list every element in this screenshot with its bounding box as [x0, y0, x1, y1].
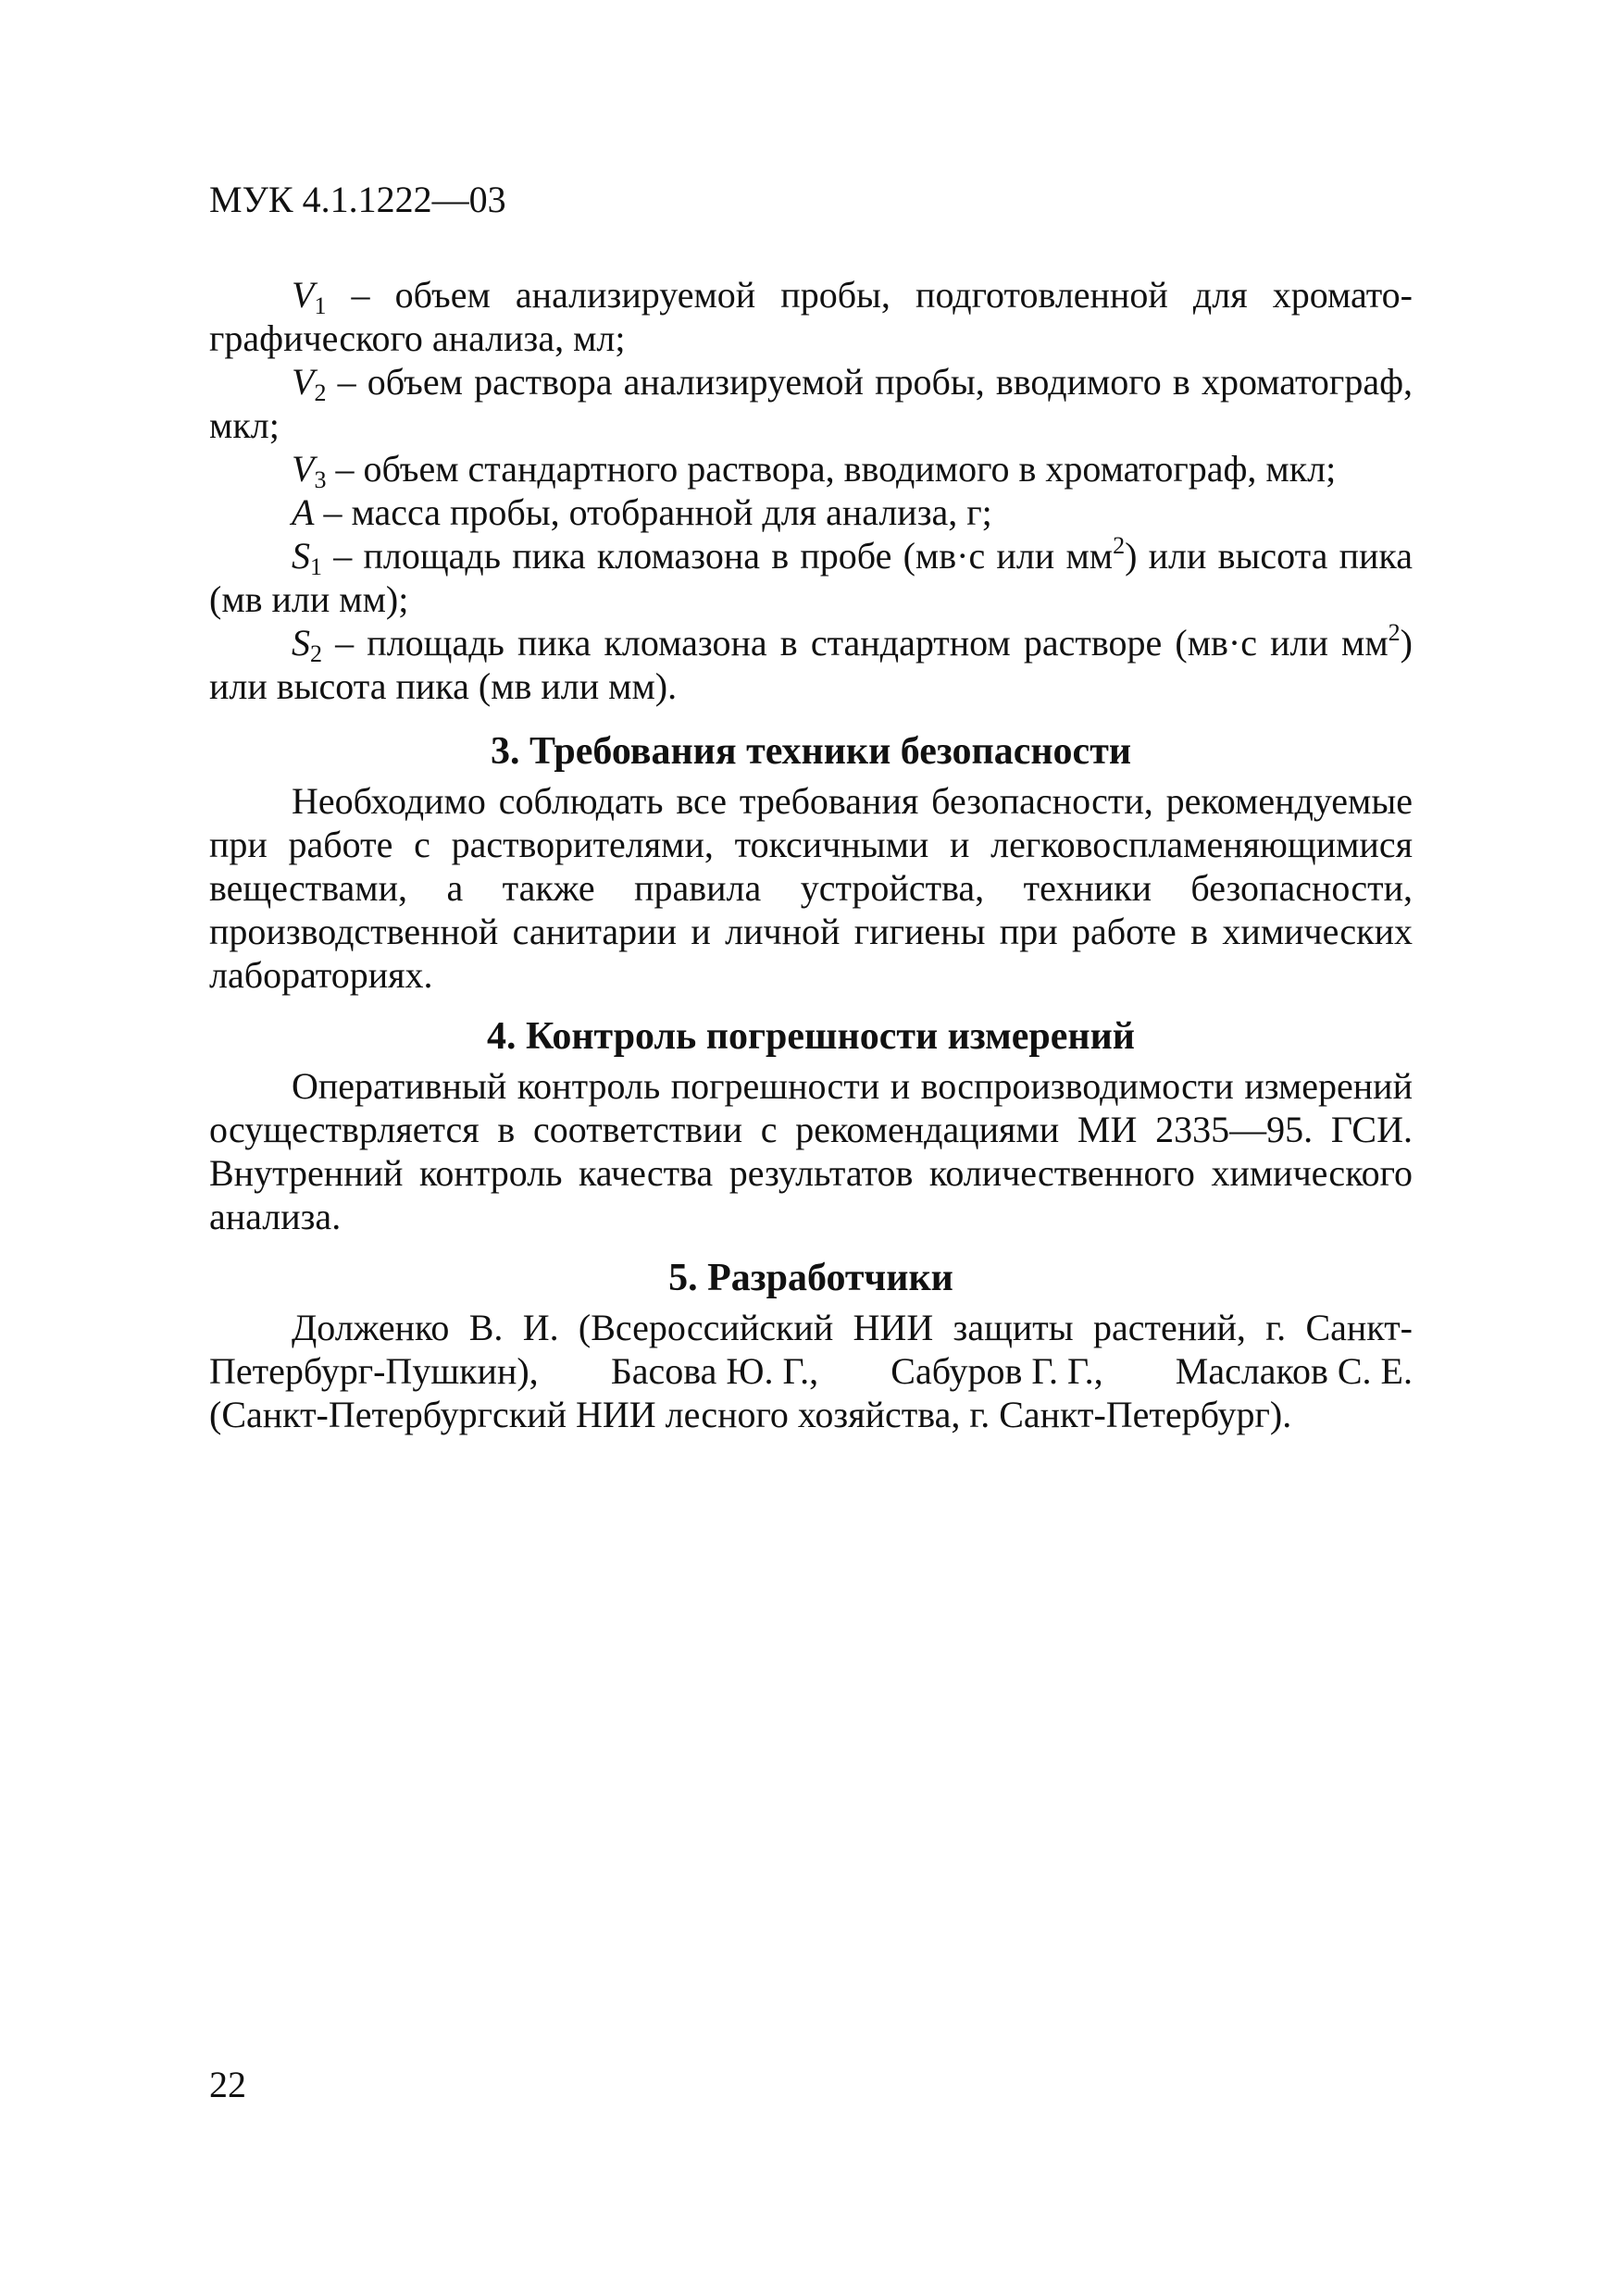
running-header: МУК 4.1.1222—03	[209, 179, 506, 220]
superscript: 2	[1113, 532, 1126, 559]
section-text-safety: Необходимо соблюдать все требования безопасности, рекомендуемые при работе с растворителями, токсичными и легковоспламеняющимися веществами, а также правила устройства, техники безопасности, производственной санитарии и личной гигиены при работе в химических лабораториях.	[209, 780, 1413, 996]
developers-line-3: (Санкт-Петербургский НИИ лесного хозяйства, г. Санкт-Петербург).	[209, 1394, 1292, 1435]
section-heading-safety: 3. Требования техники безопасности	[490, 730, 1132, 773]
developers-line-2	[209, 1349, 1413, 1393]
definition-v2	[209, 360, 1413, 447]
page-number: 22	[209, 2064, 246, 2105]
definition-a	[209, 490, 1413, 534]
definition-text: – площадь пика кломазона в пробе (мв·с или мм	[322, 535, 1114, 577]
developer-entry: Маслаков С. Е.	[1175, 1350, 1413, 1392]
page-content	[209, 273, 1413, 1436]
definition-s1	[209, 534, 1413, 621]
developer-entry: Петербург-Пушкин),	[209, 1350, 539, 1392]
definition-v1	[209, 273, 1413, 360]
developers-list	[209, 1306, 1413, 1436]
section-heading-control: 4. Контроль погрешности измерений	[486, 1015, 1135, 1058]
definition-text-tail: ) или высота пика (мв или мм);	[209, 535, 1413, 620]
variable-symbol: $S_1$	[292, 535, 322, 580]
definition-text: – объем анализируемой пробы, подготовленной для хроматографического анализа, мл;	[209, 274, 1413, 359]
definition-text: – объем стандартного раствора, вводимого в хроматограф, мкл;	[326, 448, 1337, 490]
variable-symbol: $S_2$	[292, 622, 322, 667]
section-text-control: Оперативный контроль погрешности и воспроизводимости измерений осуществрляется в соответствии с рекомендациями МИ 2335—95. ГСИ. Внутренний контроль качества результатов количественного химического анализа.	[209, 1065, 1413, 1237]
definition-v3	[209, 447, 1413, 493]
definition-text: – масса пробы, отобранной для анализа, г;	[314, 491, 992, 533]
variable-symbol: $V_1$	[292, 274, 327, 319]
definition-text: – площадь пика кломазона в стандартном растворе (мв·с или мм	[322, 622, 1389, 664]
variable-symbol: $V_2$	[292, 361, 327, 406]
definition-s2	[209, 621, 1413, 708]
section-heading-developers: 5. Разработчики	[668, 1257, 953, 1299]
definition-text-tail: ) или высота пика (мв или мм).	[209, 622, 1413, 707]
developers-line-1: Долженко В. И. (Всероссийский НИИ защиты растений, г. Санкт-	[292, 1307, 1413, 1348]
superscript: 2	[1388, 619, 1401, 646]
variable-symbol: $V_3$	[292, 448, 327, 493]
definition-text: – объем раствора анализируемой пробы, вводимого в хроматограф, мкл;	[209, 361, 1413, 446]
developer-entry: Сабуров Г. Г.,	[890, 1350, 1103, 1392]
developer-entry: Басова Ю. Г.,	[610, 1350, 819, 1392]
variable-symbol: A	[292, 491, 315, 533]
